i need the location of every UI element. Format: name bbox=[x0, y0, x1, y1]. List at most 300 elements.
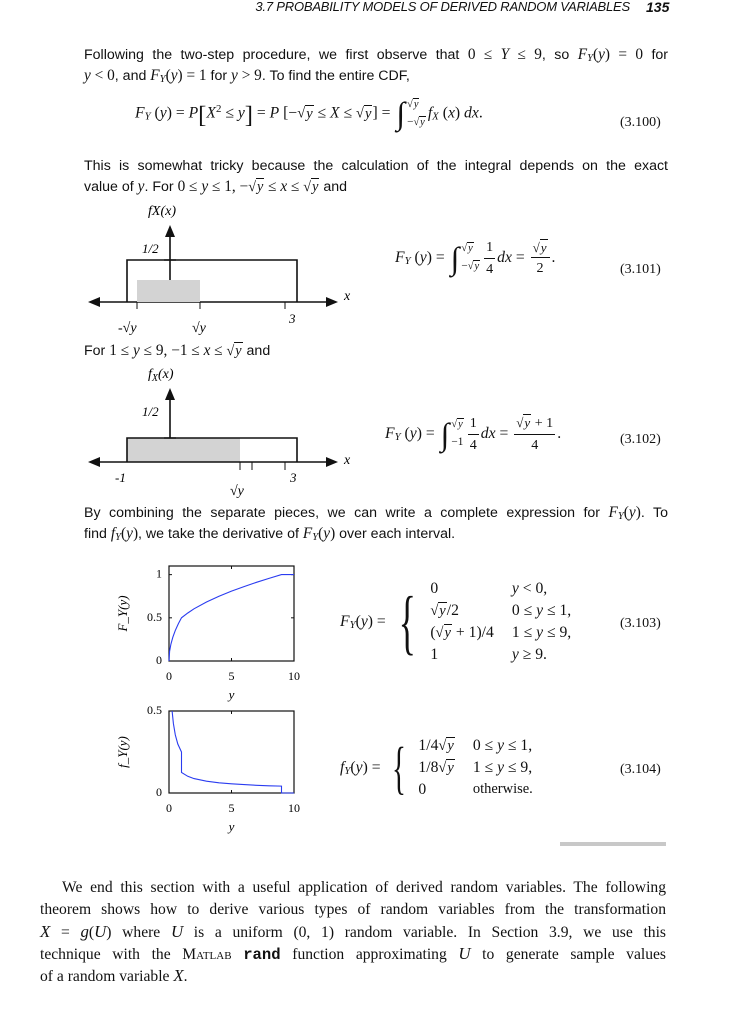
para2-line1 bbox=[84, 156, 668, 176]
numerator bbox=[531, 239, 550, 259]
radical-icon: √ bbox=[532, 239, 540, 255]
radicand: y bbox=[306, 105, 313, 122]
case-condition bbox=[473, 779, 533, 801]
radicand: y bbox=[365, 105, 372, 122]
subscript: Y bbox=[144, 110, 151, 123]
radical-icon: √ bbox=[461, 243, 468, 255]
final-para-line4 bbox=[40, 943, 666, 966]
subscript: X bbox=[432, 110, 439, 123]
math-symbol: F bbox=[150, 67, 160, 84]
square-root bbox=[468, 260, 480, 272]
math-text: ≤ bbox=[287, 178, 304, 195]
equation-number: (3.103) bbox=[620, 616, 661, 631]
x-tick-label: 0 bbox=[166, 801, 172, 815]
pdf-diagram-2 bbox=[80, 362, 370, 500]
math-symbol: y bbox=[201, 178, 209, 195]
math-text: . bbox=[478, 104, 483, 122]
text-run: Following the two-step procedure, we first observe that bbox=[84, 47, 468, 63]
pdf-diagram-1 bbox=[80, 197, 370, 342]
square-root bbox=[430, 602, 446, 619]
radical-icon: √ bbox=[248, 179, 256, 195]
radical-icon: √ bbox=[438, 738, 447, 754]
text-run: for bbox=[643, 47, 669, 63]
y-tick-label: 0.5 bbox=[147, 609, 162, 624]
math-text: ≤ bbox=[264, 178, 281, 195]
x-tick-label: 10 bbox=[288, 669, 300, 683]
software-name: Matlab bbox=[182, 946, 232, 963]
math-symbol: y bbox=[598, 46, 605, 63]
y-axis-label: F_Y(y) bbox=[115, 595, 130, 632]
text-run: , so bbox=[541, 47, 578, 63]
math-text: ( bbox=[438, 104, 448, 122]
radical-icon: √ bbox=[226, 343, 235, 359]
arrow-up-icon bbox=[165, 388, 175, 400]
math-text: 1/8 bbox=[418, 759, 439, 776]
radicand: y bbox=[468, 243, 473, 255]
math-symbol: y bbox=[419, 248, 427, 266]
text-run: = bbox=[50, 924, 81, 941]
math-symbol: y bbox=[237, 104, 245, 122]
pdf-plot bbox=[100, 700, 320, 845]
plot-frame bbox=[169, 711, 294, 793]
y-tick-label: 1 bbox=[156, 566, 162, 581]
math-text: = bbox=[253, 104, 270, 122]
shaded-area bbox=[137, 280, 200, 302]
para-mid bbox=[84, 341, 668, 361]
tick-neg-sqrt-y: -√y bbox=[118, 321, 137, 336]
text-run: is a uniform (0, 1) random variable. In Section 3.9, we use this bbox=[183, 924, 666, 941]
fraction bbox=[484, 238, 495, 279]
math-symbol: g bbox=[80, 922, 89, 941]
fraction bbox=[514, 414, 555, 455]
text-run: ) where bbox=[106, 924, 171, 941]
eq104-lhs bbox=[340, 759, 381, 777]
math-symbol: dx bbox=[480, 424, 496, 442]
math-symbol: y bbox=[360, 612, 368, 630]
text-run: and bbox=[319, 179, 347, 195]
math-symbol: F bbox=[608, 504, 618, 521]
integral-sign-icon: ∫ bbox=[440, 416, 450, 452]
text-run: over each interval. bbox=[335, 526, 456, 542]
bracket: ] bbox=[244, 101, 253, 129]
x-tick-label: 5 bbox=[228, 669, 235, 683]
integral bbox=[396, 98, 425, 130]
radicand: y bbox=[420, 116, 425, 128]
text-run: for bbox=[206, 68, 232, 84]
fx-label-arg: (x) bbox=[158, 367, 174, 382]
math-text: 1 ≤ bbox=[472, 759, 498, 776]
radicand: y bbox=[447, 738, 454, 754]
radicand: y bbox=[540, 239, 547, 255]
arrow-left-icon bbox=[88, 457, 100, 467]
subscript: Y bbox=[115, 532, 122, 544]
math-text: ≤ 1, − bbox=[208, 178, 249, 195]
section-end-rule bbox=[560, 842, 666, 846]
math-text: ≤ 1, bbox=[543, 602, 572, 619]
square-root bbox=[248, 178, 264, 195]
math-symbol: Y bbox=[500, 46, 510, 63]
x-axis-label: y bbox=[228, 687, 235, 702]
square-root bbox=[533, 239, 548, 255]
math-symbol: y bbox=[323, 525, 331, 542]
running-header: 3.7 PROBABILITY MODELS OF DERIVED RANDOM VARIABLES bbox=[255, 0, 630, 14]
case-condition bbox=[473, 757, 533, 779]
radicand: y bbox=[447, 760, 454, 776]
math-text: ( bbox=[623, 504, 629, 521]
math-symbol: y bbox=[159, 104, 167, 122]
math-text: ( bbox=[150, 104, 160, 122]
text-run: , and bbox=[114, 68, 151, 84]
text-run: find bbox=[84, 526, 111, 542]
equation-number: (3.100) bbox=[620, 115, 661, 130]
math-text: 0 ≤ bbox=[511, 602, 537, 619]
math-text: ( bbox=[355, 612, 361, 630]
math-text: − bbox=[407, 115, 414, 128]
math-text: ≥ 9. bbox=[518, 646, 547, 663]
radicand: y bbox=[256, 179, 264, 195]
case-condition bbox=[512, 600, 571, 622]
arrow-right-icon bbox=[326, 457, 338, 467]
radical-icon: √ bbox=[356, 105, 365, 122]
eq104-cases bbox=[418, 735, 532, 801]
radicand: y bbox=[458, 419, 463, 431]
math-text: 1 bbox=[430, 646, 439, 663]
eq103-lhs bbox=[340, 613, 386, 631]
math-symbol: X bbox=[173, 966, 184, 985]
math-symbol: y bbox=[497, 737, 505, 754]
math-symbol: dx bbox=[497, 248, 512, 266]
denominator bbox=[470, 435, 477, 455]
math-text: 0 ≤ bbox=[472, 737, 498, 754]
math-symbol: dx bbox=[464, 104, 479, 122]
math-symbol: X bbox=[40, 922, 51, 941]
tick-neg-1: -1 bbox=[115, 470, 126, 485]
x-axis-label: y bbox=[228, 819, 235, 834]
page-number: 135 bbox=[646, 0, 670, 15]
radical-icon: √ bbox=[430, 603, 439, 619]
y-axis-label: f_Y(y) bbox=[115, 736, 130, 768]
square-root bbox=[297, 105, 313, 122]
numerator bbox=[514, 414, 555, 435]
final-para-line1 bbox=[62, 877, 666, 898]
math-text: ( bbox=[430, 624, 436, 641]
math-text: < 0, bbox=[518, 580, 548, 597]
left-brace: { bbox=[398, 582, 416, 662]
math-text: . bbox=[551, 248, 556, 266]
math-text: ≤ bbox=[221, 104, 238, 122]
tick-sqrt-y: √y bbox=[230, 484, 244, 499]
math-text: ≤ 9 bbox=[509, 46, 542, 63]
radicand: y bbox=[312, 179, 319, 195]
math-text: 1 bbox=[469, 415, 477, 431]
math-text: < 0 bbox=[90, 67, 115, 84]
square-root bbox=[407, 98, 419, 110]
math-symbol: y bbox=[231, 67, 238, 84]
math-text: ≤ 9, bbox=[504, 759, 533, 776]
series-line bbox=[169, 575, 294, 661]
superscript: 2 bbox=[215, 103, 222, 116]
numerator bbox=[468, 414, 479, 435]
upper-limit bbox=[407, 98, 426, 113]
text-run: For bbox=[84, 343, 110, 359]
text-run: of a random variable bbox=[40, 968, 174, 985]
radical-icon: √ bbox=[413, 116, 420, 128]
shaded-area bbox=[127, 438, 240, 462]
text-run: ( bbox=[88, 924, 95, 941]
math-text: 4 bbox=[531, 437, 539, 454]
math-symbol: y bbox=[628, 504, 636, 521]
math-text: ≤ bbox=[313, 104, 331, 122]
integral-sign-icon: ∫ bbox=[396, 96, 406, 132]
equation-number: (3.102) bbox=[620, 432, 661, 447]
fx-label-sub: X bbox=[151, 373, 158, 384]
text-run: . For bbox=[144, 179, 178, 195]
case-condition bbox=[473, 735, 533, 757]
text-run: , we take the derivative of bbox=[138, 526, 303, 542]
radicand: y bbox=[235, 343, 242, 359]
math-symbol: y bbox=[536, 602, 544, 619]
math-text: [− bbox=[279, 104, 298, 122]
math-text: 1 ≤ bbox=[511, 624, 537, 641]
equation-3-104 bbox=[340, 735, 533, 801]
square-root bbox=[303, 178, 319, 195]
x-axis-label: x bbox=[344, 289, 351, 304]
lower-limit bbox=[407, 115, 426, 131]
integral-limits bbox=[451, 418, 463, 450]
text-run bbox=[232, 946, 244, 963]
denominator bbox=[486, 259, 493, 279]
y-tick-label: 0 bbox=[156, 653, 162, 667]
math-text: + 1 bbox=[531, 415, 554, 431]
cdf-plot bbox=[100, 555, 320, 702]
text-run: By combining the separate pieces, we can write a complete expression for bbox=[84, 505, 609, 521]
math-symbol: F bbox=[385, 424, 395, 442]
x-tick-label: 10 bbox=[288, 801, 300, 815]
case-condition bbox=[512, 622, 571, 644]
denominator bbox=[537, 258, 544, 278]
integral-limits bbox=[407, 98, 426, 130]
fx-axis-label: fX(x) bbox=[148, 204, 176, 219]
math-symbol: f bbox=[110, 525, 116, 542]
subscript: Y bbox=[344, 765, 351, 778]
math-text: 0 bbox=[418, 781, 427, 798]
case-expression bbox=[418, 779, 454, 801]
math-text: ( bbox=[593, 46, 599, 63]
math-text: ≤ 9, bbox=[543, 624, 572, 641]
para1-line2 bbox=[84, 66, 668, 90]
math-symbol: y bbox=[511, 580, 519, 597]
square-root bbox=[451, 418, 463, 430]
square-root bbox=[436, 624, 452, 641]
math-text: ≤ bbox=[339, 104, 357, 122]
x-tick-label: 5 bbox=[228, 801, 235, 815]
subscript: Y bbox=[404, 255, 411, 268]
left-brace: { bbox=[391, 735, 406, 800]
math-text: ) bbox=[132, 525, 139, 542]
math-text: 0 ≤ bbox=[467, 46, 501, 63]
text-run: We end this section with a useful application of derived random variables. The following bbox=[62, 879, 666, 896]
math-text: ( bbox=[165, 67, 171, 84]
radical-icon: √ bbox=[297, 105, 306, 122]
math-symbol: P bbox=[269, 104, 280, 122]
integral bbox=[441, 418, 464, 450]
radical-icon: √ bbox=[467, 260, 474, 272]
upper-limit bbox=[461, 242, 480, 257]
radical-icon: √ bbox=[303, 179, 312, 195]
text-run: . bbox=[183, 968, 188, 985]
math-symbol: x bbox=[447, 104, 455, 122]
final-para-line2 bbox=[40, 899, 666, 920]
math-text: ) = bbox=[166, 104, 189, 122]
radicand: y bbox=[474, 260, 480, 272]
radical-icon: √ bbox=[435, 625, 444, 641]
square-root bbox=[516, 414, 531, 430]
integral-sign-icon: ∫ bbox=[450, 240, 460, 276]
math-text: ) = bbox=[426, 248, 449, 266]
math-symbol: y bbox=[536, 624, 544, 641]
integral bbox=[451, 242, 480, 274]
fx-label-main: f bbox=[148, 367, 152, 382]
series-line bbox=[172, 711, 294, 793]
upper-limit bbox=[451, 418, 463, 433]
text-run: to generate sample values bbox=[470, 946, 666, 963]
text-run: and bbox=[242, 343, 271, 359]
radical-icon: √ bbox=[451, 419, 458, 431]
math-symbol: y bbox=[409, 424, 417, 442]
radical-icon: √ bbox=[407, 99, 413, 110]
math-symbol: x bbox=[280, 178, 288, 195]
math-symbol: y bbox=[132, 342, 140, 359]
half-label: 1/2 bbox=[142, 404, 159, 419]
bracket: [ bbox=[198, 101, 207, 129]
half-label: 1/2 bbox=[142, 241, 159, 256]
code-function: rand bbox=[243, 946, 281, 964]
math-text: ( bbox=[121, 525, 127, 542]
case-expression bbox=[418, 735, 454, 757]
math-text: ) = bbox=[416, 424, 439, 442]
subscript: Y bbox=[349, 619, 356, 632]
y-tick-label: 0.5 bbox=[147, 703, 162, 717]
math-text: ≤ bbox=[210, 342, 227, 359]
math-text: ( bbox=[400, 424, 410, 442]
math-symbol: F bbox=[340, 612, 350, 630]
math-symbol: y bbox=[497, 759, 505, 776]
square-root bbox=[438, 737, 454, 754]
fraction bbox=[531, 239, 550, 279]
tick-3: 3 bbox=[290, 470, 297, 485]
math-symbol: y bbox=[126, 525, 133, 542]
subscript: Y bbox=[159, 74, 166, 86]
math-symbol: X bbox=[206, 104, 216, 122]
arrow-up-icon bbox=[165, 225, 175, 237]
radicand: y bbox=[444, 625, 451, 641]
radicand: y bbox=[524, 415, 531, 430]
math-symbol: P bbox=[188, 104, 199, 122]
math-text: = bbox=[495, 424, 513, 442]
eq103-cases bbox=[430, 578, 571, 666]
math-text: ≤ 9, −1 ≤ bbox=[139, 342, 204, 359]
case-expression bbox=[430, 644, 494, 666]
arrow-right-icon bbox=[326, 297, 338, 307]
case-expression bbox=[430, 578, 494, 600]
text-run: theorem shows how to derive various types of random variables from the transformation bbox=[40, 901, 666, 918]
case-expression bbox=[430, 622, 494, 644]
math-text: ( bbox=[350, 758, 356, 776]
math-text: −1 bbox=[451, 435, 464, 448]
case-expression bbox=[430, 600, 494, 622]
equation-3-100 bbox=[135, 98, 483, 130]
radical-icon: √ bbox=[516, 415, 524, 430]
final-para-line5 bbox=[40, 965, 666, 987]
math-text: = bbox=[511, 248, 529, 266]
subscript: Y bbox=[394, 431, 401, 444]
math-symbol: F bbox=[577, 46, 588, 63]
math-symbol: y bbox=[170, 67, 178, 84]
para2-line2 bbox=[84, 177, 668, 197]
equation-3-101 bbox=[395, 238, 555, 279]
math-text: 0 bbox=[430, 580, 439, 597]
math-text: /2 bbox=[446, 602, 459, 619]
math-symbol: f bbox=[427, 104, 433, 122]
tick-sqrt-y: √y bbox=[192, 321, 206, 336]
math-symbol: F bbox=[302, 525, 313, 542]
radicand: y bbox=[413, 99, 419, 110]
lower-limit bbox=[461, 259, 480, 275]
para3-line2 bbox=[84, 524, 668, 548]
math-text: 4 bbox=[469, 437, 477, 454]
text-run: . To bbox=[640, 505, 668, 521]
math-text: + 1)/4 bbox=[451, 624, 494, 641]
numerator bbox=[484, 238, 495, 259]
math-text: 4 bbox=[486, 261, 494, 278]
radicand: y bbox=[439, 603, 446, 619]
square-root bbox=[356, 105, 372, 122]
math-symbol: x bbox=[203, 342, 211, 359]
math-symbol: y bbox=[511, 646, 519, 663]
case-condition bbox=[512, 644, 571, 666]
math-text: 1/4 bbox=[418, 737, 439, 754]
math-text: . bbox=[557, 424, 562, 442]
math-text: 2 bbox=[536, 260, 544, 277]
math-text: ≤ 1, bbox=[504, 737, 533, 754]
math-symbol: y bbox=[137, 178, 145, 195]
math-text: ( bbox=[318, 525, 324, 542]
math-text: > 9 bbox=[237, 67, 262, 84]
subscript: Y bbox=[617, 511, 624, 523]
math-symbol: U bbox=[458, 944, 471, 963]
equation-number: (3.101) bbox=[620, 262, 661, 277]
tick-3: 3 bbox=[289, 311, 296, 326]
text-run: . To find the entire CDF, bbox=[261, 68, 410, 84]
radical-icon: √ bbox=[438, 760, 447, 776]
equation-number: (3.104) bbox=[620, 762, 661, 777]
math-text: ) bbox=[330, 525, 336, 542]
math-text: ) = bbox=[362, 758, 381, 776]
lower-limit bbox=[451, 435, 463, 451]
square-root bbox=[413, 116, 425, 128]
equation-3-103 bbox=[340, 578, 571, 666]
integral-limits bbox=[461, 242, 480, 274]
math-text: ) = 0 bbox=[604, 46, 644, 63]
math-symbol: U bbox=[170, 922, 184, 941]
text-run: otherwise. bbox=[472, 781, 533, 797]
math-text: 1 bbox=[486, 239, 494, 255]
fraction bbox=[468, 414, 479, 455]
square-root bbox=[226, 342, 242, 359]
subscript: Y bbox=[312, 532, 319, 544]
math-symbol: f bbox=[340, 758, 345, 776]
equation-3-102 bbox=[385, 414, 561, 455]
